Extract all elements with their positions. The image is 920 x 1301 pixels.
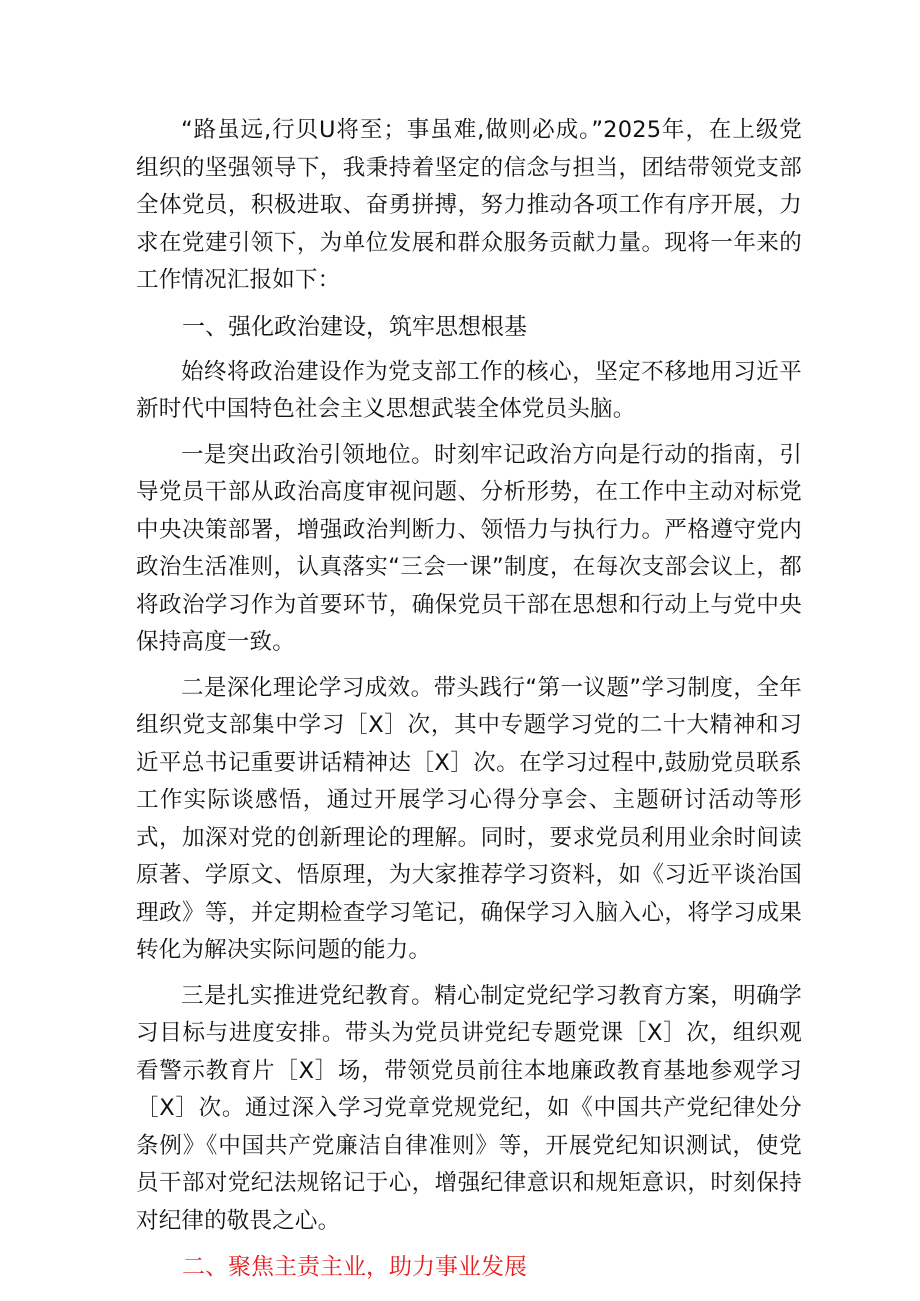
section-heading-1: 一、强化政治建设，筑牢思想根基 <box>182 313 527 340</box>
section-1-summary-paragraph: 始终将政治建设作为党支部工作的核心，坚定不移地用习近平新时代中国特色社会主义思想武装全体党员头脑。 <box>136 358 802 422</box>
theory-study-paragraph: 二是深化理论学习成效。带头践行“第一议题”学习制度，全年组织党支部集中学习［X］次，其中专题学习党的二十大精神和习近平总书记重要讲话精神达［X］次。在学习过程中,鼓励党员联系工作实际谈感悟，通过开展学习心得分享会、主题研讨活动等形式，加深对党的创新理论的理解。同时，要求党员利用业余时间读原著、学原文、悟原理，为大家推荐学习资料，如《习近平谈治国理政》等，并定期检查学习笔记，确保学习入脑入心，将学习成果转化为解决实际问题的能力。 <box>136 674 802 963</box>
section-heading-2: 二、聚焦主责主业，助力事业发展 <box>182 1254 527 1280</box>
intro-paragraph: “路虽远,行贝U将至；事虽难,做则必成。”2025年，在上级党组织的坚强领导下，我秉持着坚定的信念与担当，团结带领党支部全体党员，积极进取、奋勇拼搏，努力推动各项工作有序开展，力求在党建引领下，为单位发展和群众服务贡献力量。现将一年来的工作情况汇报如下： <box>136 117 802 293</box>
discipline-education-paragraph: 三是扎实推进党纪教育。精心制定党纪学习教育方案，明确学习目标与进度安排。带头为党员讲党纪专题党课［X］次，组织观看警示教育片［X］场，带领党员前往本地廉政教育基地参观学习［X］次。通过深入学习党章党规党纪，如《中国共产党纪律处分条例》《中国共产党廉洁自律准则》等，开展党纪知识测试，使党员干部对党纪法规铭记于心，增强纪律意识和规矩意识，时刻保持对纪律的敬畏之心。 <box>136 982 802 1234</box>
political-guidance-paragraph: 一是突出政治引领地位。时刻牢记政治方向是行动的指南，引导党员干部从政治高度审视问题、分析形势，在工作中主动对标党中央决策部署，增强政治判断力、领悟力与执行力。严格遵守党内政治生活准则，认真落实“三会一课”制度，在每次支部会议上，都将政治学习作为首要环节，确保党员干部在思想和行动上与党中央保持高度一致。 <box>136 441 802 655</box>
document-body <box>136 112 802 1294</box>
